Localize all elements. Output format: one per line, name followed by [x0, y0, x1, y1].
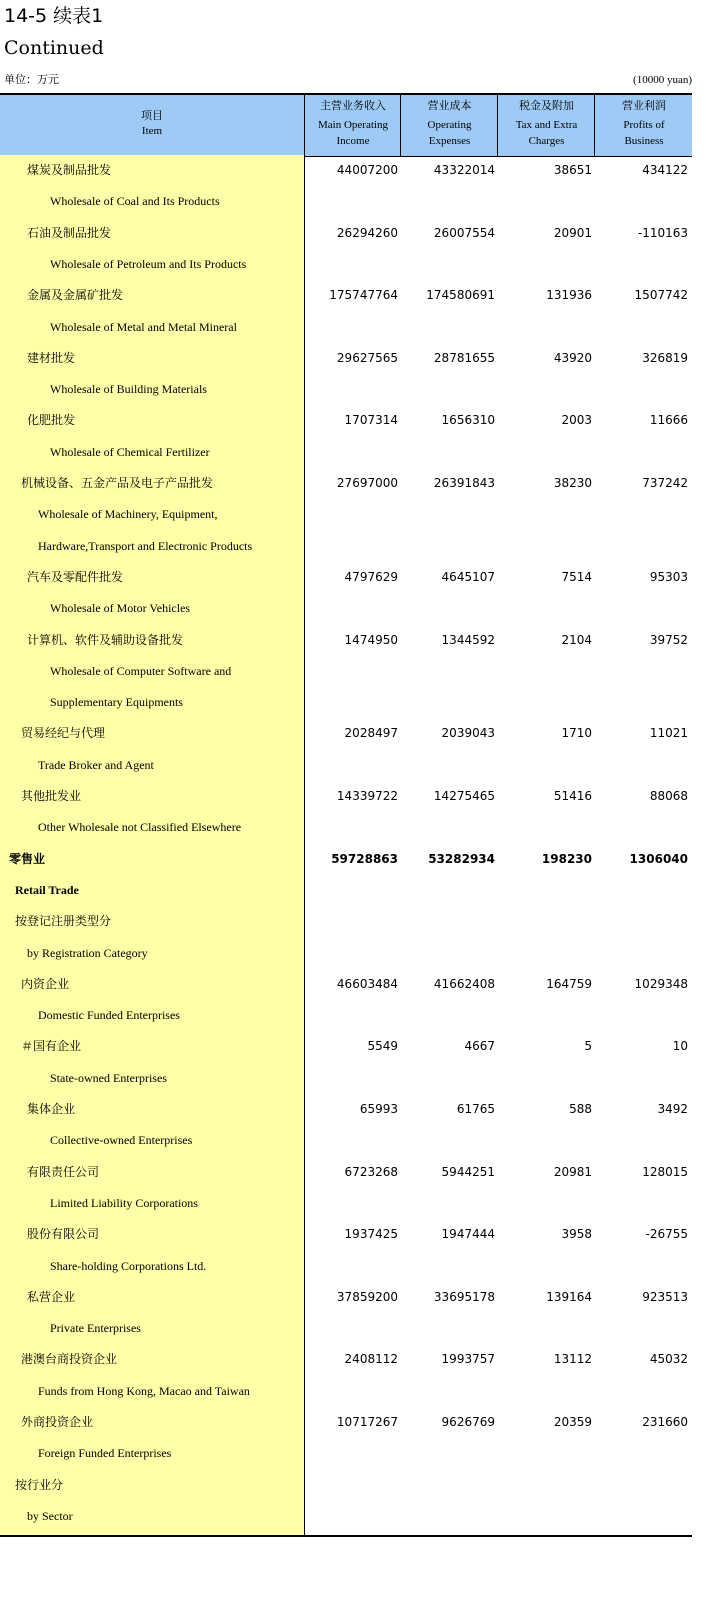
cell-tax-extra-charges: 7514 [561, 569, 592, 584]
row-label-en: Share-holding Corporations Ltd. [50, 1258, 207, 1273]
cell-operating-expenses: 14275465 [433, 789, 495, 803]
cell-tax-extra-charges: 198230 [541, 851, 592, 866]
header-c4-en [595, 117, 693, 149]
header-c2-en2: Expenses [428, 135, 471, 147]
row-label-cn: 有限责任公司 [27, 1164, 100, 1179]
row-label-cn: 汽车及零配件批发 [27, 569, 124, 584]
cell-main-operating-income: 59728863 [331, 851, 398, 866]
table-row-en [0, 1501, 692, 1532]
row-label-cn: 煤炭及制品批发 [27, 163, 112, 177]
table-row-en [0, 531, 692, 562]
cell-profits-of-business: 923513 [642, 1289, 688, 1304]
table-row-en [0, 1313, 692, 1344]
table-row [0, 844, 692, 875]
table-row-en [0, 938, 692, 969]
header-item-en: Item [141, 125, 163, 137]
table-row-en [0, 875, 692, 906]
row-label-en: Wholesale of Petroleum and Its Products [50, 256, 247, 271]
cell-tax-extra-charges: 5 [584, 1039, 592, 1054]
cell-operating-expenses: 41662408 [433, 976, 495, 991]
row-label-en: Private Enterprises [50, 1321, 141, 1336]
table-title: 14-5 续表1 [4, 5, 104, 27]
row-label-cn: 贸易经纪与代理 [21, 726, 106, 741]
header-main-operating-income [304, 95, 401, 156]
cell-tax-extra-charges: 139164 [546, 1289, 592, 1304]
header-tax-extra-charges [497, 95, 595, 156]
header-item [0, 95, 304, 156]
row-label-en: Wholesale of Building Materials [50, 382, 207, 397]
cell-tax-extra-charges: 43920 [553, 350, 592, 365]
cell-tax-extra-charges: 38651 [553, 163, 592, 177]
table-row-en [0, 1438, 692, 1469]
row-label-en: Wholesale of Chemical Fertilizer [50, 444, 210, 459]
cell-operating-expenses: 61765 [456, 1102, 495, 1116]
row-label-en: Trade Broker and Agent [38, 757, 154, 772]
table-row [0, 906, 692, 937]
row-label-en: by Registration Category [27, 945, 148, 960]
row-label-cn: 石油及制品批发 [27, 225, 112, 240]
cell-main-operating-income: 10717267 [336, 1415, 398, 1429]
row-label-en: State-owned Enterprises [50, 1070, 167, 1085]
table-row-en [0, 687, 692, 718]
row-label-cn: 按登记注册类型分 [15, 914, 112, 929]
header-c3-cn: 税金及附加 [519, 99, 574, 112]
header-c2-en [401, 117, 498, 149]
cell-tax-extra-charges: 20901 [553, 225, 592, 240]
cell-tax-extra-charges: 131936 [546, 288, 592, 303]
table-row-en [0, 750, 692, 781]
cell-profits-of-business: 3492 [657, 1102, 688, 1116]
cell-profits-of-business: 11021 [649, 726, 688, 741]
table-row [0, 1344, 692, 1375]
cell-profits-of-business: 10 [672, 1039, 688, 1054]
table-row-en [0, 186, 692, 217]
cell-profits-of-business: 39752 [649, 632, 688, 647]
table-row [0, 1282, 692, 1313]
row-label-cn: 零售业 [9, 851, 46, 866]
row-label-en: Funds from Hong Kong, Macao and Taiwan [38, 1383, 250, 1398]
cell-operating-expenses: 1993757 [441, 1352, 495, 1367]
cell-operating-expenses: 1656310 [441, 413, 495, 428]
cell-main-operating-income: 44007200 [336, 163, 398, 177]
cell-profits-of-business: -26755 [645, 1227, 688, 1242]
table-row-en [0, 1376, 692, 1407]
cell-profits-of-business: 1306040 [629, 851, 688, 866]
row-label-en: Wholesale of Machinery, Equipment, [38, 507, 218, 522]
header-c1-en2: Income [336, 135, 370, 147]
row-label-en: Supplementary Equipments [50, 695, 183, 710]
cell-main-operating-income: 175747764 [329, 288, 398, 303]
cell-tax-extra-charges: 3958 [561, 1227, 592, 1242]
table-row-en [0, 374, 692, 405]
cell-main-operating-income: 37859200 [336, 1289, 398, 1304]
table-row [0, 1094, 692, 1125]
cell-operating-expenses: 43322014 [433, 163, 495, 177]
header-c4-en1: Profits of [623, 119, 665, 131]
cell-tax-extra-charges: 38230 [553, 476, 592, 490]
row-label-en: Other Wholesale not Classified Elsewhere [38, 820, 242, 835]
cell-main-operating-income: 4797629 [344, 569, 398, 584]
table-row [0, 781, 692, 812]
cell-main-operating-income: 2408112 [344, 1352, 398, 1367]
cell-operating-expenses: 33695178 [433, 1289, 495, 1304]
row-label-cn: 股份有限公司 [27, 1227, 100, 1242]
cell-tax-extra-charges: 2003 [561, 413, 592, 428]
table-row [0, 1157, 692, 1188]
table-row [0, 155, 692, 186]
table-row [0, 1031, 692, 1062]
row-label-cn: 金属及金属矿批发 [27, 288, 124, 303]
table-row-en [0, 1063, 692, 1094]
cell-profits-of-business: 326819 [642, 350, 688, 365]
cell-tax-extra-charges: 1710 [561, 726, 592, 741]
table-row-en [0, 1251, 692, 1282]
row-label-cn: 内资企业 [21, 976, 70, 991]
header-c1-cn: 主营业务收入 [320, 99, 386, 112]
cell-tax-extra-charges: 51416 [553, 789, 592, 803]
header-c2-cn: 营业成本 [427, 99, 472, 112]
table-row-en [0, 312, 692, 343]
cell-operating-expenses: 1947444 [441, 1227, 495, 1242]
row-label-cn: 按行业分 [15, 1477, 64, 1492]
table-row [0, 562, 692, 593]
row-label-en: Collective-owned Enterprises [50, 1133, 193, 1148]
cell-main-operating-income: 27697000 [336, 476, 398, 490]
cell-main-operating-income: 26294260 [336, 225, 398, 240]
cell-profits-of-business: 45032 [649, 1352, 688, 1367]
row-label-en: Limited Liability Corporations [50, 1195, 198, 1210]
cell-main-operating-income: 14339722 [336, 789, 398, 803]
header-item-cn: 项目 [141, 109, 163, 122]
row-label-cn: 集体企业 [27, 1102, 76, 1116]
row-label-cn: 外商投资企业 [21, 1415, 94, 1429]
cell-profits-of-business: 737242 [642, 476, 688, 490]
row-label-cn: 机械设备、五金产品及电子产品批发 [21, 476, 214, 490]
header-profits-of-business [594, 95, 693, 156]
row-label-cn: ＃国有企业 [21, 1039, 82, 1054]
unit-label-en: (10000 yuan) [633, 74, 692, 86]
header-c1-en1: Main Operating [318, 119, 388, 131]
row-label-cn: 化肥批发 [27, 413, 76, 428]
row-label-cn: 港澳台商投资企业 [21, 1352, 118, 1367]
table-row-en [0, 249, 692, 280]
unit-label-cn: 单位：万元 [4, 73, 59, 86]
cell-tax-extra-charges: 20981 [553, 1164, 592, 1179]
cell-profits-of-business: 434122 [642, 163, 688, 177]
row-label-en: Retail Trade [15, 882, 79, 897]
cell-operating-expenses: 4667 [464, 1039, 495, 1054]
table-row [0, 405, 692, 436]
header-c4-cn: 营业利润 [622, 99, 666, 112]
table-row-en [0, 437, 692, 468]
cell-operating-expenses: 28781655 [433, 350, 495, 365]
cell-operating-expenses: 5944251 [441, 1164, 495, 1179]
row-label-en: Wholesale of Metal and Metal Mineral [50, 319, 237, 334]
table-row [0, 1219, 692, 1250]
table-row [0, 218, 692, 249]
table-row-en [0, 593, 692, 624]
table-row [0, 718, 692, 749]
row-label-en: Domestic Funded Enterprises [38, 1008, 180, 1023]
table-row [0, 1470, 692, 1501]
table-row [0, 1407, 692, 1438]
cell-profits-of-business: 128015 [642, 1164, 688, 1179]
row-label-en: Wholesale of Coal and Its Products [50, 194, 220, 209]
cell-main-operating-income: 65993 [359, 1102, 398, 1116]
cell-main-operating-income: 6723268 [344, 1164, 398, 1179]
header-c2-en1: Operating [427, 119, 472, 131]
header-c4-en2: Business [624, 135, 664, 147]
cell-main-operating-income: 5549 [367, 1039, 398, 1054]
cell-tax-extra-charges: 588 [569, 1102, 592, 1116]
table-row [0, 280, 692, 311]
table-row [0, 468, 692, 499]
table-row [0, 625, 692, 656]
table-header [0, 93, 692, 157]
cell-operating-expenses: 1344592 [441, 632, 495, 647]
cell-operating-expenses: 26007554 [433, 225, 495, 240]
cell-operating-expenses: 53282934 [428, 851, 495, 866]
table-row-en [0, 812, 692, 843]
cell-profits-of-business: 1029348 [634, 976, 688, 991]
table-row-en [0, 499, 692, 530]
row-label-cn: 私营企业 [27, 1289, 76, 1304]
cell-profits-of-business: 11666 [649, 413, 688, 428]
table-body [0, 155, 692, 1537]
table-row [0, 969, 692, 1000]
row-label-en: Wholesale of Computer Software and [50, 663, 232, 678]
row-label-cn: 建材批发 [27, 350, 76, 365]
cell-main-operating-income: 1707314 [344, 413, 398, 428]
cell-tax-extra-charges: 13112 [553, 1352, 592, 1367]
cell-main-operating-income: 2028497 [344, 726, 398, 741]
row-label-en: Wholesale of Motor Vehicles [50, 601, 191, 616]
cell-profits-of-business: 95303 [649, 569, 688, 584]
cell-tax-extra-charges: 2104 [561, 632, 592, 647]
table-row-en [0, 1125, 692, 1156]
header-c3-en2: Charges [528, 135, 565, 147]
row-label-en: by Sector [27, 1508, 73, 1523]
row-label-en: Foreign Funded Enterprises [38, 1446, 172, 1461]
cell-profits-of-business: 1507742 [634, 288, 688, 303]
cell-operating-expenses: 26391843 [433, 476, 495, 490]
header-c3-en [498, 117, 595, 149]
row-label-cn: 其他批发业 [21, 789, 82, 803]
header-c3-en1: Tax and Extra [515, 119, 578, 131]
cell-profits-of-business: 231660 [642, 1415, 688, 1429]
table-subtitle: Continued [4, 37, 104, 59]
table-row-en [0, 1000, 692, 1031]
cell-operating-expenses: 2039043 [441, 726, 495, 741]
cell-operating-expenses: 174580691 [426, 288, 495, 303]
cell-main-operating-income: 29627565 [336, 350, 398, 365]
cell-tax-extra-charges: 20359 [553, 1415, 592, 1429]
cell-main-operating-income: 1474950 [344, 632, 398, 647]
cell-main-operating-income: 46603484 [336, 976, 398, 991]
cell-operating-expenses: 4645107 [441, 569, 495, 584]
table-row-en [0, 656, 692, 687]
table-row-en [0, 1188, 692, 1219]
header-c1-en [305, 117, 401, 149]
header-operating-expenses [400, 95, 498, 156]
cell-profits-of-business: 88068 [649, 789, 688, 803]
row-label-cn: 计算机、软件及辅助设备批发 [27, 632, 184, 647]
cell-profits-of-business: -110163 [637, 225, 688, 240]
cell-operating-expenses: 9626769 [441, 1415, 495, 1429]
table-row [0, 343, 692, 374]
row-label-en: Hardware,Transport and Electronic Products [38, 538, 253, 553]
cell-tax-extra-charges: 164759 [546, 976, 592, 991]
cell-main-operating-income: 1937425 [344, 1227, 398, 1242]
